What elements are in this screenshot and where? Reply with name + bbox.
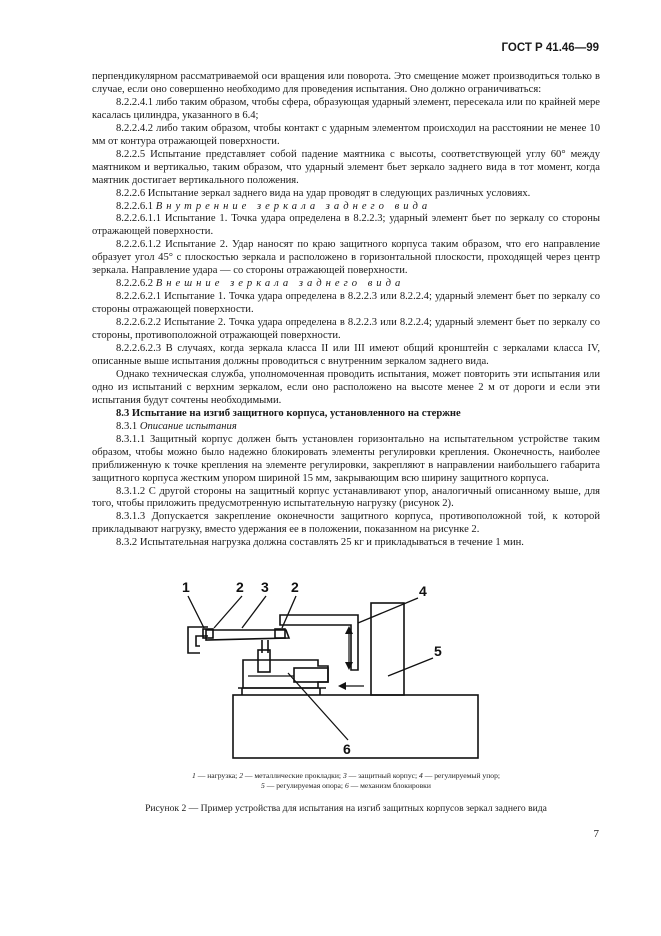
paragraph: 8.3.1.3 Допускается закрепление оконечности защитного корпуса, противоположной той, к которой прикладывают нагрузку, вместо удержания ее в положении, показанном на рисунке 2.: [92, 511, 600, 536]
locking-mechanism: [243, 660, 328, 688]
paragraph: 8.2.2.4.2 либо таким образом, чтобы контакт с ударным элементом происходил на расстоянии не менее 10 мм от контура отражающей поверхности.: [92, 122, 600, 147]
section-title: Испытание на изгиб защитного корпуса, установленного на стержне: [131, 407, 461, 419]
adjustable-stop: [280, 615, 358, 670]
legend-text: — защитный корпус;: [346, 771, 420, 780]
figure-caption: Рисунок 2 — Пример устройства для испытания на изгиб защитных корпусов зеркал заднего вида: [145, 803, 547, 814]
legend-number: 3: [342, 771, 347, 780]
subsection-number: 8.3.1: [116, 420, 138, 432]
paragraph: 8.2.2.6.1.1 Испытание 1. Точка удара определена в 8.2.2.3; ударный элемент бьет по зеркалу со стороны отражающей поверхности.: [92, 213, 600, 238]
legend-number: 4: [419, 771, 423, 780]
legend-line: [92, 781, 600, 791]
subsection-title: Внешние зеркала заднего вида: [155, 278, 405, 290]
paragraph: перпендикулярном рассматриваемой оси вращения или поворота. Это смещение может производиться только в случае, если оно совершенно необходимо для проведения испытания. Оно должно ограничиваться:: [92, 71, 600, 95]
paragraph: 8.2.2.6.2.2 Испытание 2. Точка удара определена в 8.2.2.3 или 8.2.2.4; ударный элемент бьет по зеркалу со стороны, противоположной отражающей поверхности.: [92, 317, 600, 342]
legend-text: — регулируемый упор;: [422, 771, 500, 780]
subsection-title: Внутренние зеркала заднего вида: [155, 200, 432, 212]
paragraph: 8.2.2.6.1.2 Испытание 2. Удар наносят по краю защитного корпуса таким образом, что его направление образует угол 45° с плоскостью зеркала и расположено в горизонтальной плоскости, проходящей через центр зеркала. Направление удара — со стороны отражающей поверхности.: [92, 239, 600, 277]
subsection-heading: [92, 201, 600, 214]
section-heading: [92, 408, 600, 421]
body-text: [92, 71, 600, 550]
legend-text: — нагрузка;: [195, 771, 240, 780]
paragraph: 8.2.2.6.2.3 В случаях, когда зеркала класса II или III имеют общий кронштейн с зеркалами класса IV, описанные выше испытания должны проводиться с внутренним зеркалом заднего вида.: [92, 343, 600, 367]
legend-number: 2: [239, 771, 243, 780]
paragraph: 8.3.1.2 С другой стороны на защитный корпус устанавливают упор, аналогичный описанному выше, для того, чтобы приложить предусмотренную испытательную нагрузку (рисунок 2).: [92, 485, 600, 510]
paragraph: 8.2.2.6.2.1 Испытание 1. Точка удара определена в 8.2.2.3 или 8.2.2.4; ударный элемент бьет по зеркалу со стороны отражающей поверхности.: [92, 291, 600, 316]
paragraph: 8.3.1.1 Защитный корпус должен быть установлен горизонтально на испытательном устройстве таким образом, чтобы можно было надежно блокировать элементы регулировки крепления. Оконечность, наиболее приближенную к точке крепления на элементе регулировки, закрепляют в направлении наибольшего габарита защитного корпуса жестким упором шириной 15 мм, закрывающим всю ширину защитного корпуса.: [92, 433, 600, 484]
legend-text: — металлические прокладки;: [242, 771, 343, 780]
figure-2-diagram: [178, 578, 498, 763]
subsection-heading: [92, 421, 600, 434]
legend-text: — регулируемая опора;: [264, 781, 345, 790]
legend-number: 5: [261, 781, 265, 790]
figure-label: 6: [343, 741, 351, 757]
paragraph: 8.2.2.6 Испытание зеркал заднего вида на удар проводят в следующих различных условиях.: [116, 187, 531, 199]
subsection-heading: [92, 278, 600, 291]
subsection-number: 8.2.2.6.1: [116, 200, 154, 212]
figure-legend: [92, 771, 600, 791]
page-number: 7: [593, 828, 599, 840]
adjustable-support: [371, 603, 404, 695]
section-number: 8.3: [116, 407, 130, 419]
figure-label: 2: [236, 579, 244, 595]
legend-line: [92, 771, 600, 781]
legend-text: — механизм блокировки: [348, 781, 431, 790]
figure-label: 3: [261, 579, 269, 595]
legend-number: 6: [344, 781, 349, 790]
paragraph: 8.2.2.5 Испытание представляет собой падение маятника с высоты, соответствующей углу 60° между маятником и вертикалью, таким образом, что ударный элемент бьет зеркало заднего вида в тот момент, когда маятник достигает вертикального положения.: [92, 148, 600, 186]
paragraph: Однако техническая служба, уполномоченная проводить испытания, может повторить эти испытания или одно из испытаний с верхним зеркалом, если оно расположено на высоте менее 2 м от дороги и если эти испытания будут сочтены необходимыми.: [92, 368, 600, 406]
figure-label: 5: [434, 643, 442, 659]
subsection-number: 8.2.2.6.2: [116, 278, 154, 290]
base-plate: [233, 695, 478, 758]
legend-number: 1: [192, 771, 196, 780]
load: [188, 627, 208, 653]
figure-label: 2: [291, 579, 299, 595]
paragraph: 8.3.2 Испытательная нагрузка должна составлять 25 кг и прикладываться в течение 1 мин.: [116, 537, 524, 549]
figure-label: 1: [182, 579, 190, 595]
subsection-title: Описание испытания: [139, 420, 237, 432]
paragraph: 8.2.2.4.1 либо таким образом, чтобы сфера, образующая ударный элемент, пересекала или по крайней мере касалась цилиндра, указанного в 6.4;: [92, 96, 600, 121]
document-header: ГОСТ Р 41.46—99: [501, 42, 599, 54]
figure-label: 4: [419, 583, 427, 599]
